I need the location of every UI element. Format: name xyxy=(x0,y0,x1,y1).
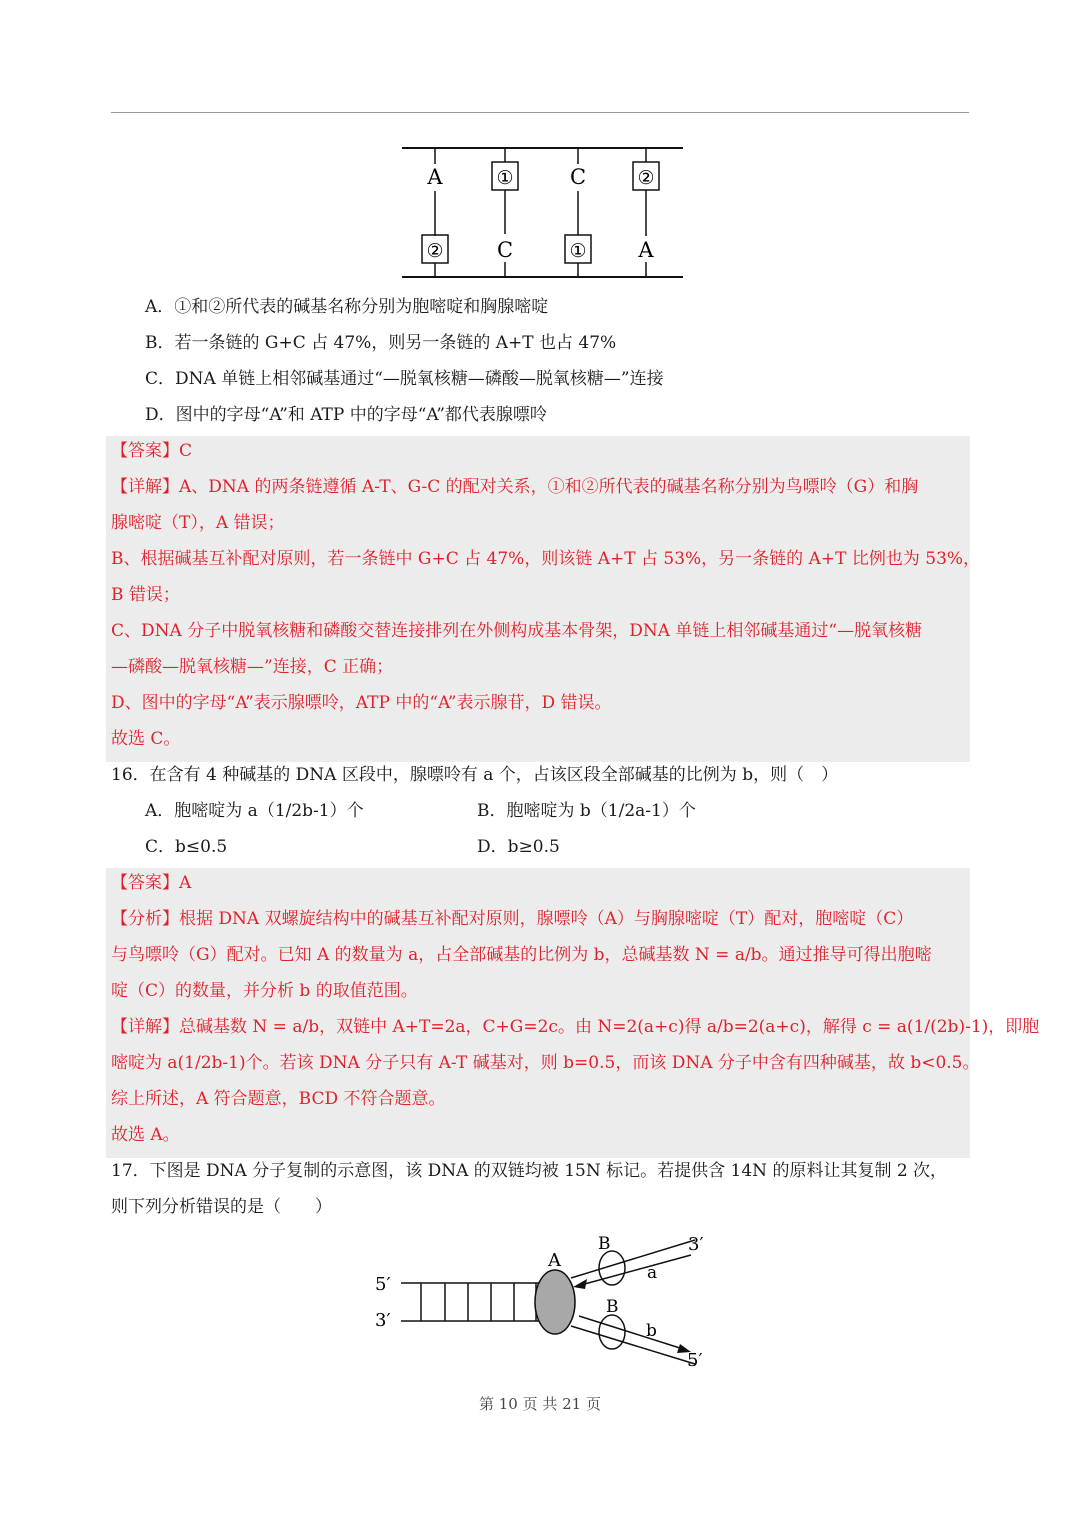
dna-base-pair-figure xyxy=(400,146,685,281)
q15-answer-line: 【答案】C xyxy=(111,441,193,461)
q16-answer-line: 综上所述，A 符合题意，BCD 不符合题意。 xyxy=(111,1089,446,1109)
q16-option-a: A．胞嘧啶为 a（1/2b-1）个 xyxy=(145,801,364,821)
q15-option-b: B．若一条链的 G+C 占 47%，则另一条链的 A+T 也占 47% xyxy=(145,333,617,353)
q16-stem: 16．在含有 4 种碱基的 DNA 区段中，腺嘌呤有 a 个，占该区段全部碱基的比例为 b，则（ ） xyxy=(111,765,839,785)
bottom-base-3: ① xyxy=(569,240,587,262)
q16-answer-line: 【答案】A xyxy=(111,873,192,893)
bottom-base-2: C xyxy=(496,238,514,262)
top-base-2: ① xyxy=(496,167,514,189)
q15-answer-line: 故选 C。 xyxy=(111,729,181,749)
top-base-3: C xyxy=(569,165,587,189)
q15-answer-line: B 错误； xyxy=(111,585,180,605)
q15-answer-line: 腺嘧啶（T），A 错误； xyxy=(111,513,285,533)
q15-option-c: C．DNA 单链上相邻碱基通过“—脱氧核糖—磷酸—脱氧核糖—”连接 xyxy=(145,369,664,389)
q16-answer-line: 故选 A。 xyxy=(111,1125,180,1145)
label-5prime-right: 5′ xyxy=(687,1350,703,1371)
label-enzyme-a: A xyxy=(548,1250,561,1271)
enzyme-a-ellipse xyxy=(535,1270,575,1334)
q15-answer-line: B、根据碱基互补配对原则，若一条链中 G+C 占 47%，则该链 A+T 占 53%，另一条链的 A+T 比例也为 53%， xyxy=(111,549,981,569)
top-base-4: ② xyxy=(637,167,655,189)
label-3prime-right: 3′ xyxy=(688,1234,704,1255)
q15-answer-line: C、DNA 分子中脱氧核糖和磷酸交替连接排列在外侧构成基本骨架，DNA 单链上相邻碱基通过“—脱氧核糖 xyxy=(111,621,923,641)
q16-answer-line: 与鸟嘌呤（G）配对。已知 A 的数量为 a，占全部碱基的比例为 b，总碱基数 N = a/b。通过推导可得出胞嘧 xyxy=(111,945,932,965)
q15-option-a: A．①和②所代表的碱基名称分别为胞嘧啶和胸腺嘧啶 xyxy=(145,297,549,317)
bottom-base-1: ② xyxy=(426,240,444,262)
label-3prime-left: 3′ xyxy=(375,1310,391,1331)
dna-replication-figure xyxy=(365,1228,715,1373)
label-strand-a: a xyxy=(647,1263,658,1283)
q15-answer-line: D、图中的字母“A”表示腺嘌呤，ATP 中的“A”表示腺苷，D 错误。 xyxy=(111,693,612,713)
top-base-1: A xyxy=(427,165,443,189)
q15-answer-line: 【详解】A、DNA 的两条链遵循 A-T、G-C 的配对关系，①和②所代表的碱基名称分别为鸟嘌呤（G）和胸 xyxy=(111,477,919,497)
q17-stem-line-1: 17．下图是 DNA 分子复制的示意图，该 DNA 的双链均被 15N 标记。若提供含 14N 的原料让其复制 2 次， xyxy=(111,1161,948,1181)
q16-answer-line: 【详解】总碱基数 N = a/b，双链中 A+T=2a，C+G=2c。由 N=2(a+c)得 a/b=2(a+c)，解得 c = a(1/(2b)-1)，即胞 xyxy=(111,1017,1040,1037)
q16-answer-line: 嘧啶为 a(1/2b-1)个。若该 DNA 分子只有 A-T 碱基对，则 b=0.5，而该 DNA 分子中含有四种碱基，故 b<0.5。 xyxy=(111,1053,980,1073)
q16-answer-line: 啶（C）的数量，并分析 b 的取值范围。 xyxy=(111,981,418,1001)
q16-option-c: C．b≤0.5 xyxy=(145,837,228,857)
label-strand-b: b xyxy=(646,1321,657,1341)
header-rule xyxy=(111,112,969,113)
q16-option-d: D．b≥0.5 xyxy=(477,837,560,857)
q15-option-d: D．图中的字母“A”和 ATP 中的字母“A”都代表腺嘌呤 xyxy=(145,405,547,425)
q16-option-b: B．胞嘧啶为 b（1/2a-1）个 xyxy=(477,801,696,821)
page-footer: 第 10 页 共 21 页 xyxy=(478,1395,601,1413)
label-enzyme-b-bottom: B xyxy=(606,1297,619,1317)
q15-answer-line: —磷酸—脱氧核糖—”连接，C 正确； xyxy=(111,657,394,677)
q16-answer-line: 【分析】根据 DNA 双螺旋结构中的碱基互补配对原则，腺嘌呤（A）与胸腺嘧啶（T）配对，胞嘧啶（C） xyxy=(111,909,914,929)
bottom-base-4: A xyxy=(638,238,654,262)
q17-stem-line-2: 则下列分析错误的是（ ） xyxy=(111,1197,332,1217)
label-enzyme-b-top: B xyxy=(598,1234,611,1254)
label-5prime-left: 5′ xyxy=(375,1274,391,1295)
